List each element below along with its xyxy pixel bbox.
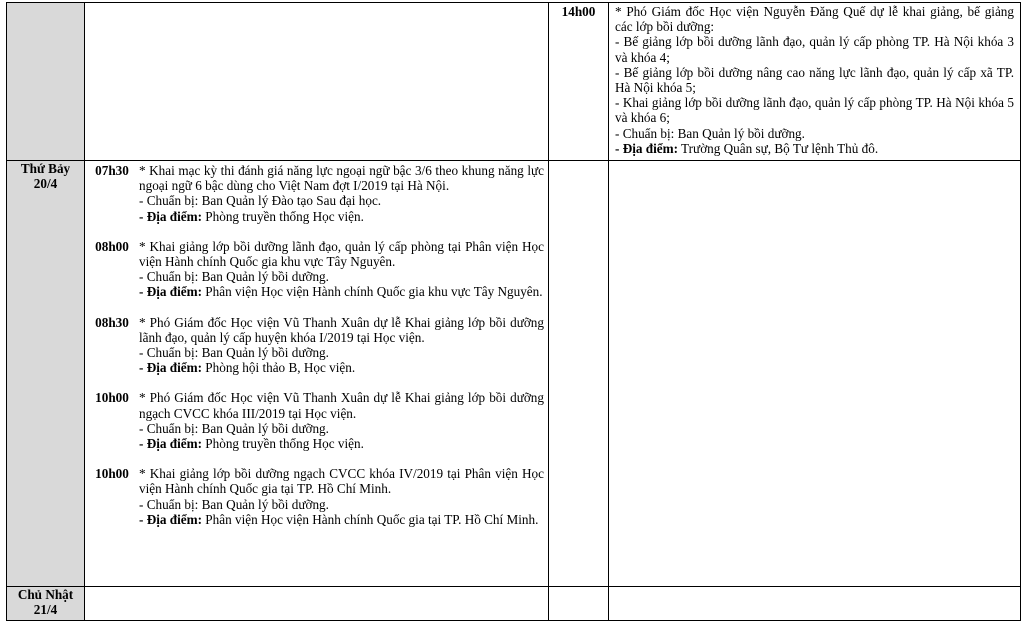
entry-location: - Địa điểm: Phân viện Học viện Hành chính Quốc gia khu vực Tây Nguyên. <box>139 284 543 300</box>
entry-text: * Khai giảng lớp bồi dưỡng ngạch CVCC khóa IV/2019 tại Phân viện Học viện Hành chính Quốc gia tại TP. Hồ Chí Minh. <box>139 466 544 497</box>
entry-prep: - Chuẩn bị: Ban Quản lý bồi dưỡng. <box>139 420 329 436</box>
entry-location: - Địa điểm: Phòng hội thảo B, Học viện. <box>139 360 356 376</box>
entry-location: - Địa điểm: Trường Quân sự, Bộ Tư lệnh Thủ đô. <box>615 140 879 156</box>
afternoon-cell <box>609 161 1021 587</box>
entry-text: - Bế giảng lớp bồi dưỡng nâng cao năng lực lãnh đạo, quản lý cấp xã TP. Hà Nội khóa 5; <box>615 64 1014 96</box>
morning-cell <box>85 587 549 621</box>
table-row <box>7 161 1021 587</box>
day-date: 20/4 <box>33 176 58 192</box>
day-cell-sunday <box>7 587 85 621</box>
table-row <box>7 3 1021 161</box>
schedule-table <box>6 2 1021 621</box>
entry-text: * Phó Giám đốc Học viện Vũ Thanh Xuân dự lễ Khai giảng lớp bồi dưỡng lãnh đạo, quản lý cấp huyện khóa I/2019 tại Học viện. <box>139 314 544 345</box>
afternoon-cell <box>609 587 1021 621</box>
morning-cell <box>85 3 549 161</box>
entry-location: - Địa điểm: Phân viện Học viện Hành chính Quốc gia tại TP. Hồ Chí Minh. <box>139 511 539 527</box>
entry-prep: - Chuẩn bị: Ban Quản lý Đào tạo Sau đại học. <box>139 193 382 209</box>
table-row <box>7 587 1021 621</box>
entry-time: 08h30 <box>95 314 129 330</box>
day-name: Chủ Nhật <box>17 587 74 602</box>
day-name: Thứ Bảy <box>20 161 71 176</box>
entry-prep: - Chuẩn bị: Ban Quản lý bồi dưỡng. <box>139 345 329 361</box>
list-item <box>85 239 548 300</box>
entry-text: * Phó Giám đốc Học viện Nguyễn Đăng Quế dự lễ khai giảng, bế giảng các lớp bồi dưỡng: <box>615 4 1014 35</box>
day-cell-saturday <box>7 161 85 587</box>
entry-time: 08h00 <box>95 238 129 254</box>
list-item <box>85 163 548 224</box>
entry-time: 14h00 <box>561 4 596 19</box>
afternoon-time-cell <box>549 161 609 587</box>
afternoon-cell <box>609 3 1021 161</box>
entry-prep: - Chuẩn bị: Ban Quản lý bồi dưỡng. <box>615 125 805 141</box>
day-cell <box>7 3 85 161</box>
entry-text: - Khai giảng lớp bồi dưỡng lãnh đạo, quản lý cấp phòng TP. Hà Nội khóa 5 và khóa 6; <box>615 95 1014 126</box>
list-item <box>85 466 548 527</box>
entry-text: * Phó Giám đốc Học viện Vũ Thanh Xuân dự lễ Khai giảng lớp bồi dưỡng ngạch CVCC khóa III/2019 tại Học viện. <box>139 390 544 421</box>
afternoon-time-cell <box>549 587 609 621</box>
entry-text: * Khai mạc kỳ thi đánh giá năng lực ngoại ngữ bậc 3/6 theo khung năng lực ngoại ngữ 6 bậc dùng cho Việt Nam đợt I/2019 tại Hà Nội. <box>139 163 544 194</box>
entry-text: - Bế giảng lớp bồi dưỡng lãnh đạo, quản lý cấp phòng TP. Hà Nội khóa 3 và khóa 4; <box>615 34 1014 65</box>
entry-time: 07h30 <box>95 163 129 178</box>
entry-time: 10h00 <box>95 466 129 482</box>
entry-prep: - Chuẩn bị: Ban Quản lý bồi dưỡng. <box>139 269 329 285</box>
morning-cell <box>85 161 549 587</box>
entry-text: * Khai giảng lớp bồi dưỡng lãnh đạo, quản lý cấp phòng tại Phân viện Học viện Hành chính Quốc gia khu vực Tây Nguyên. <box>139 238 544 270</box>
day-date: 21/4 <box>33 602 58 618</box>
list-item <box>85 315 548 376</box>
entry-location: - Địa điểm: Phòng truyền thống Học viện. <box>139 208 364 224</box>
entry-time: 10h00 <box>95 390 129 406</box>
entry-location: - Địa điểm: Phòng truyền thống Học viện. <box>139 436 364 452</box>
entry-prep: - Chuẩn bị: Ban Quản lý bồi dưỡng. <box>139 496 329 512</box>
afternoon-time-cell <box>549 3 609 161</box>
list-item <box>85 390 548 451</box>
